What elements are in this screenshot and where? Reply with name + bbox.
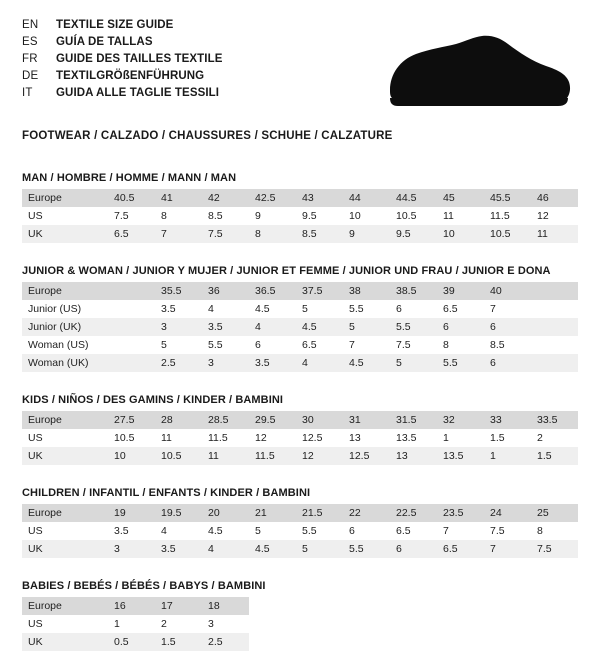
cell-empty — [437, 633, 484, 651]
cell: 42.5 — [249, 189, 296, 207]
language-title: TEXTILGRÖßENFÜHRUNG — [56, 70, 205, 82]
language-title: GUIDA ALLE TAGLIE TESSILI — [56, 87, 220, 99]
cell — [108, 336, 155, 354]
cell: 5.5 — [390, 318, 437, 336]
cell: 5 — [155, 336, 202, 354]
section-kids — [22, 394, 578, 465]
cell: 12 — [531, 207, 578, 225]
size-table-man — [22, 189, 578, 243]
language-row — [22, 18, 223, 33]
cell: 6.5 — [390, 522, 437, 540]
language-list — [22, 18, 223, 101]
cell — [531, 354, 578, 372]
cell: 3 — [155, 318, 202, 336]
cell: 6.5 — [437, 300, 484, 318]
cell: 13.5 — [437, 447, 484, 465]
cell: 12.5 — [296, 429, 343, 447]
cell: 36.5 — [249, 282, 296, 300]
cell: 9 — [249, 207, 296, 225]
row-label: Europe — [22, 504, 108, 522]
section-babies — [22, 580, 578, 651]
cell: 4.5 — [296, 318, 343, 336]
cell: 4 — [155, 522, 202, 540]
section-children — [22, 487, 578, 558]
size-table-junior-woman — [22, 282, 578, 372]
cell: 40.5 — [108, 189, 155, 207]
table-row — [22, 429, 578, 447]
cell: 3 — [202, 615, 249, 633]
cell: 11.5 — [484, 207, 531, 225]
cell: 1 — [437, 429, 484, 447]
cell: 13 — [390, 447, 437, 465]
cell: 4 — [202, 300, 249, 318]
language-row — [22, 52, 223, 67]
cell: 5 — [390, 354, 437, 372]
row-label: UK — [22, 633, 108, 651]
table-row — [22, 225, 578, 243]
cell: 7.5 — [484, 522, 531, 540]
cell — [531, 300, 578, 318]
language-title: TEXTILE SIZE GUIDE — [56, 19, 174, 31]
cell — [531, 336, 578, 354]
cell: 31.5 — [390, 411, 437, 429]
cell: 10 — [437, 225, 484, 243]
cell-empty — [531, 615, 578, 633]
cell: 10.5 — [155, 447, 202, 465]
cell: 11 — [531, 225, 578, 243]
table-row — [22, 282, 578, 300]
cell: 8.5 — [484, 336, 531, 354]
cell: 3 — [202, 354, 249, 372]
cell-empty — [531, 633, 578, 651]
cell: 7.5 — [202, 225, 249, 243]
cell: 4.5 — [249, 300, 296, 318]
cell: 18 — [202, 597, 249, 615]
language-code: FR — [22, 53, 38, 65]
section-man — [22, 172, 578, 243]
cell-empty — [437, 615, 484, 633]
cell: 22.5 — [390, 504, 437, 522]
row-label: Woman (US) — [22, 336, 108, 354]
section-title: BABIES / BEBÉS / BÉBÉS / BABYS / BAMBINI — [22, 580, 266, 592]
cell-empty — [390, 633, 437, 651]
cell: 45 — [437, 189, 484, 207]
language-code: ES — [22, 36, 38, 48]
row-label: US — [22, 207, 108, 225]
cell: 35.5 — [155, 282, 202, 300]
cell: 6 — [390, 540, 437, 558]
cell — [108, 300, 155, 318]
language-title: GUÍA DE TALLAS — [56, 36, 153, 48]
cell: 9.5 — [296, 207, 343, 225]
cell: 1.5 — [531, 447, 578, 465]
table-row — [22, 189, 578, 207]
cell: 10.5 — [390, 207, 437, 225]
row-label: US — [22, 522, 108, 540]
cell: 6 — [484, 318, 531, 336]
row-label: US — [22, 615, 108, 633]
cell: 45.5 — [484, 189, 531, 207]
cell: 22 — [343, 504, 390, 522]
cell: 5.5 — [296, 522, 343, 540]
cell: 19.5 — [155, 504, 202, 522]
cell: 7 — [155, 225, 202, 243]
cell: 16 — [108, 597, 155, 615]
cell: 21.5 — [296, 504, 343, 522]
cell: 12.5 — [343, 447, 390, 465]
language-code: EN — [22, 19, 39, 31]
cell: 4.5 — [343, 354, 390, 372]
language-code: IT — [22, 87, 33, 99]
cell: 40 — [484, 282, 531, 300]
cell: 8 — [155, 207, 202, 225]
cell-empty — [249, 633, 296, 651]
language-row — [22, 86, 223, 101]
section-title: CHILDREN / INFANTIL / ENFANTS / KINDER / BAMBINI — [22, 487, 311, 499]
cell: 7.5 — [531, 540, 578, 558]
cell-empty — [249, 615, 296, 633]
cell: 20 — [202, 504, 249, 522]
language-code: DE — [22, 70, 39, 82]
dress-shoe-icon — [382, 34, 572, 112]
cell — [108, 282, 155, 300]
section-title: KIDS / NIÑOS / DES GAMINS / KINDER / BAMBINI — [22, 394, 284, 406]
row-label: UK — [22, 540, 108, 558]
cell: 6 — [437, 318, 484, 336]
cell: 23.5 — [437, 504, 484, 522]
cell: 2.5 — [155, 354, 202, 372]
cell: 12 — [296, 447, 343, 465]
cell: 1 — [108, 615, 155, 633]
cell: 3.5 — [155, 300, 202, 318]
table-row — [22, 522, 578, 540]
cell: 27.5 — [108, 411, 155, 429]
cell: 8 — [249, 225, 296, 243]
cell: 1.5 — [484, 429, 531, 447]
cell — [108, 318, 155, 336]
cell: 4 — [296, 354, 343, 372]
cell: 28 — [155, 411, 202, 429]
cell: 5 — [296, 540, 343, 558]
cell-empty — [343, 615, 390, 633]
table-row — [22, 207, 578, 225]
section-title: MAN / HOMBRE / HOMME / MANN / MAN — [22, 172, 237, 184]
cell: 3.5 — [249, 354, 296, 372]
cell: 6.5 — [108, 225, 155, 243]
cell: 5.5 — [437, 354, 484, 372]
cell: 7 — [343, 336, 390, 354]
cell-empty — [390, 615, 437, 633]
page-header — [22, 18, 578, 112]
cell: 5.5 — [343, 300, 390, 318]
language-row — [22, 35, 223, 50]
cell: 11 — [202, 447, 249, 465]
cell: 4.5 — [202, 522, 249, 540]
cell: 8 — [437, 336, 484, 354]
cell: 10.5 — [108, 429, 155, 447]
cell — [108, 354, 155, 372]
cell: 6 — [249, 336, 296, 354]
cell: 43 — [296, 189, 343, 207]
cell — [531, 282, 578, 300]
cell: 44.5 — [390, 189, 437, 207]
cell: 31 — [343, 411, 390, 429]
cell: 8.5 — [202, 207, 249, 225]
cell: 7 — [484, 300, 531, 318]
table-row — [22, 354, 578, 372]
cell: 3.5 — [155, 540, 202, 558]
cell: 46 — [531, 189, 578, 207]
cell: 24 — [484, 504, 531, 522]
size-table-children — [22, 504, 578, 558]
table-row — [22, 540, 578, 558]
cell: 7.5 — [108, 207, 155, 225]
language-row — [22, 69, 223, 84]
language-title: GUIDE DES TAILLES TEXTILE — [56, 53, 223, 65]
row-label: Europe — [22, 282, 108, 300]
section-title: JUNIOR & WOMAN / JUNIOR Y MUJER / JUNIOR ET FEMME / JUNIOR UND FRAU / JUNIOR E DONA — [22, 265, 551, 277]
cell: 1.5 — [155, 633, 202, 651]
cell: 13 — [343, 429, 390, 447]
row-label: Woman (UK) — [22, 354, 108, 372]
cell: 6 — [390, 300, 437, 318]
row-label: Junior (UK) — [22, 318, 108, 336]
cell-empty — [343, 633, 390, 651]
row-label: UK — [22, 225, 108, 243]
cell: 12 — [249, 429, 296, 447]
cell: 29.5 — [249, 411, 296, 429]
cell: 6 — [343, 522, 390, 540]
cell: 6 — [484, 354, 531, 372]
cell: 37.5 — [296, 282, 343, 300]
row-label: Junior (US) — [22, 300, 108, 318]
table-row — [22, 300, 578, 318]
cell: 10.5 — [484, 225, 531, 243]
table-row — [22, 336, 578, 354]
cell: 28.5 — [202, 411, 249, 429]
cell: 39 — [437, 282, 484, 300]
cell: 10 — [108, 447, 155, 465]
cell: 42 — [202, 189, 249, 207]
size-table-kids — [22, 411, 578, 465]
cell: 17 — [155, 597, 202, 615]
row-label: Europe — [22, 411, 108, 429]
cell-empty — [296, 633, 343, 651]
cell: 32 — [437, 411, 484, 429]
cell: 8.5 — [296, 225, 343, 243]
cell: 10 — [343, 207, 390, 225]
table-row — [22, 411, 578, 429]
cell-empty — [484, 615, 531, 633]
cell: 41 — [155, 189, 202, 207]
cell: 0.5 — [108, 633, 155, 651]
cell: 7 — [484, 540, 531, 558]
cell: 7 — [437, 522, 484, 540]
row-label: Europe — [22, 189, 108, 207]
cell: 5.5 — [343, 540, 390, 558]
cell: 30 — [296, 411, 343, 429]
cell: 2.5 — [202, 633, 249, 651]
cell: 2 — [155, 615, 202, 633]
cell: 8 — [531, 522, 578, 540]
cell: 4 — [249, 318, 296, 336]
cell: 9.5 — [390, 225, 437, 243]
page-subtitle: FOOTWEAR / CALZADO / CHAUSSURES / SCHUHE / CALZATURE — [22, 130, 393, 142]
row-label: UK — [22, 447, 108, 465]
cell: 21 — [249, 504, 296, 522]
cell — [531, 318, 578, 336]
size-table-babies — [22, 597, 578, 651]
cell: 25 — [531, 504, 578, 522]
cell: 11.5 — [249, 447, 296, 465]
cell: 7.5 — [390, 336, 437, 354]
cell-empty — [296, 615, 343, 633]
cell: 3 — [108, 540, 155, 558]
cell: 44 — [343, 189, 390, 207]
cell: 3.5 — [108, 522, 155, 540]
cell: 5 — [249, 522, 296, 540]
cell: 4 — [202, 540, 249, 558]
section-junior-woman — [22, 265, 578, 372]
row-label: US — [22, 429, 108, 447]
cell: 6.5 — [437, 540, 484, 558]
cell: 5 — [343, 318, 390, 336]
cell: 5 — [296, 300, 343, 318]
cell: 11 — [437, 207, 484, 225]
cell: 5.5 — [202, 336, 249, 354]
cell: 1 — [484, 447, 531, 465]
row-label: Europe — [22, 597, 108, 615]
table-row — [22, 447, 578, 465]
cell-empty — [484, 633, 531, 651]
table-row — [22, 633, 578, 651]
cell: 33 — [484, 411, 531, 429]
cell: 36 — [202, 282, 249, 300]
cell: 4.5 — [249, 540, 296, 558]
table-row — [22, 318, 578, 336]
cell: 3.5 — [202, 318, 249, 336]
cell: 9 — [343, 225, 390, 243]
cell: 13.5 — [390, 429, 437, 447]
cell: 11 — [155, 429, 202, 447]
cell: 6.5 — [296, 336, 343, 354]
cell: 19 — [108, 504, 155, 522]
cell: 38.5 — [390, 282, 437, 300]
cell: 2 — [531, 429, 578, 447]
cell: 38 — [343, 282, 390, 300]
table-row — [22, 504, 578, 522]
cell: 11.5 — [202, 429, 249, 447]
cell: 33.5 — [531, 411, 578, 429]
table-row — [22, 615, 578, 633]
